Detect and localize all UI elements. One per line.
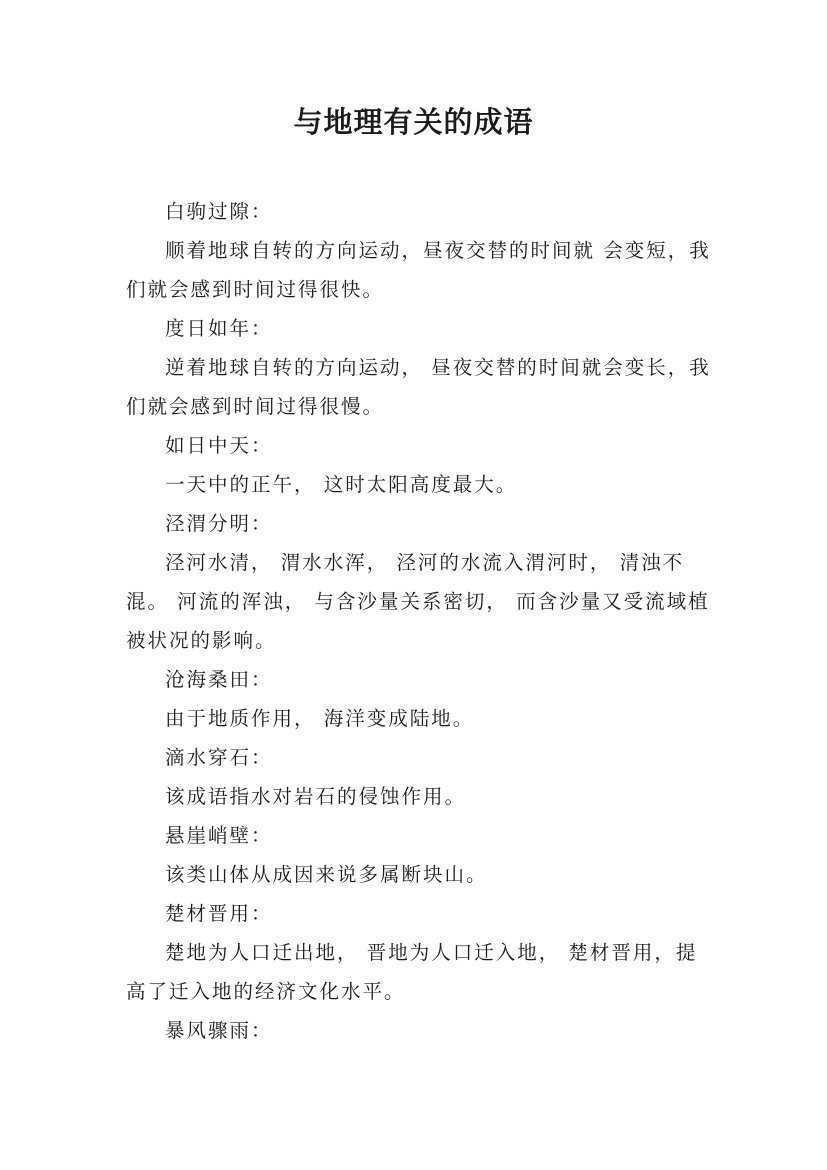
paragraph-idiom-heading: 白驹过隙： — [165, 200, 273, 223]
paragraph-explanation: 楚地为人口迁出地， 晋地为人口迁入地， 楚材晋用，提高了迁入地的经济文化水平。 — [126, 941, 698, 1003]
paragraph-explanation: 该成语指水对岩石的侵蚀作用。 — [165, 785, 467, 808]
paragraph-explanation: 泾河水清， 渭水水浑， 泾河的水流入渭河时， 清浊不混。 河流的浑浊， 与含沙量关系密切， 而含沙量又受流域植被状况的影响。 — [126, 551, 710, 652]
paragraph-idiom-heading: 度日如年： — [165, 317, 273, 340]
document-title: 与地理有关的成语 — [293, 105, 534, 139]
paragraph-idiom-heading: 泾渭分明： — [165, 512, 273, 535]
paragraph-explanation: 该类山体从成因来说多属断块山。 — [165, 863, 488, 886]
paragraph-idiom-heading: 沧海桑田： — [165, 668, 273, 691]
document-body — [126, 192, 716, 1050]
paragraph-explanation: 顺着地球自转的方向运动，昼夜交替的时间就 会变短，我们就会感到时间过得很快。 — [126, 239, 711, 301]
paragraph-explanation: 一天中的正午， 这时太阳高度最大。 — [165, 473, 518, 496]
paragraph-explanation: 逆着地球自转的方向运动， 昼夜交替的时间就会变长，我们就会感到时间过得很慢。 — [126, 356, 711, 418]
paragraph-idiom-heading: 暴风骤雨： — [165, 1019, 273, 1042]
paragraph-idiom-heading: 悬崖峭壁： — [165, 824, 273, 847]
paragraph-idiom-heading: 如日中天： — [165, 434, 273, 457]
paragraph-idiom-heading: 滴水穿石： — [165, 746, 273, 769]
paragraph-idiom-heading: 楚材晋用： — [165, 902, 273, 925]
paragraph-explanation: 由于地质作用， 海洋变成陆地。 — [165, 707, 475, 730]
